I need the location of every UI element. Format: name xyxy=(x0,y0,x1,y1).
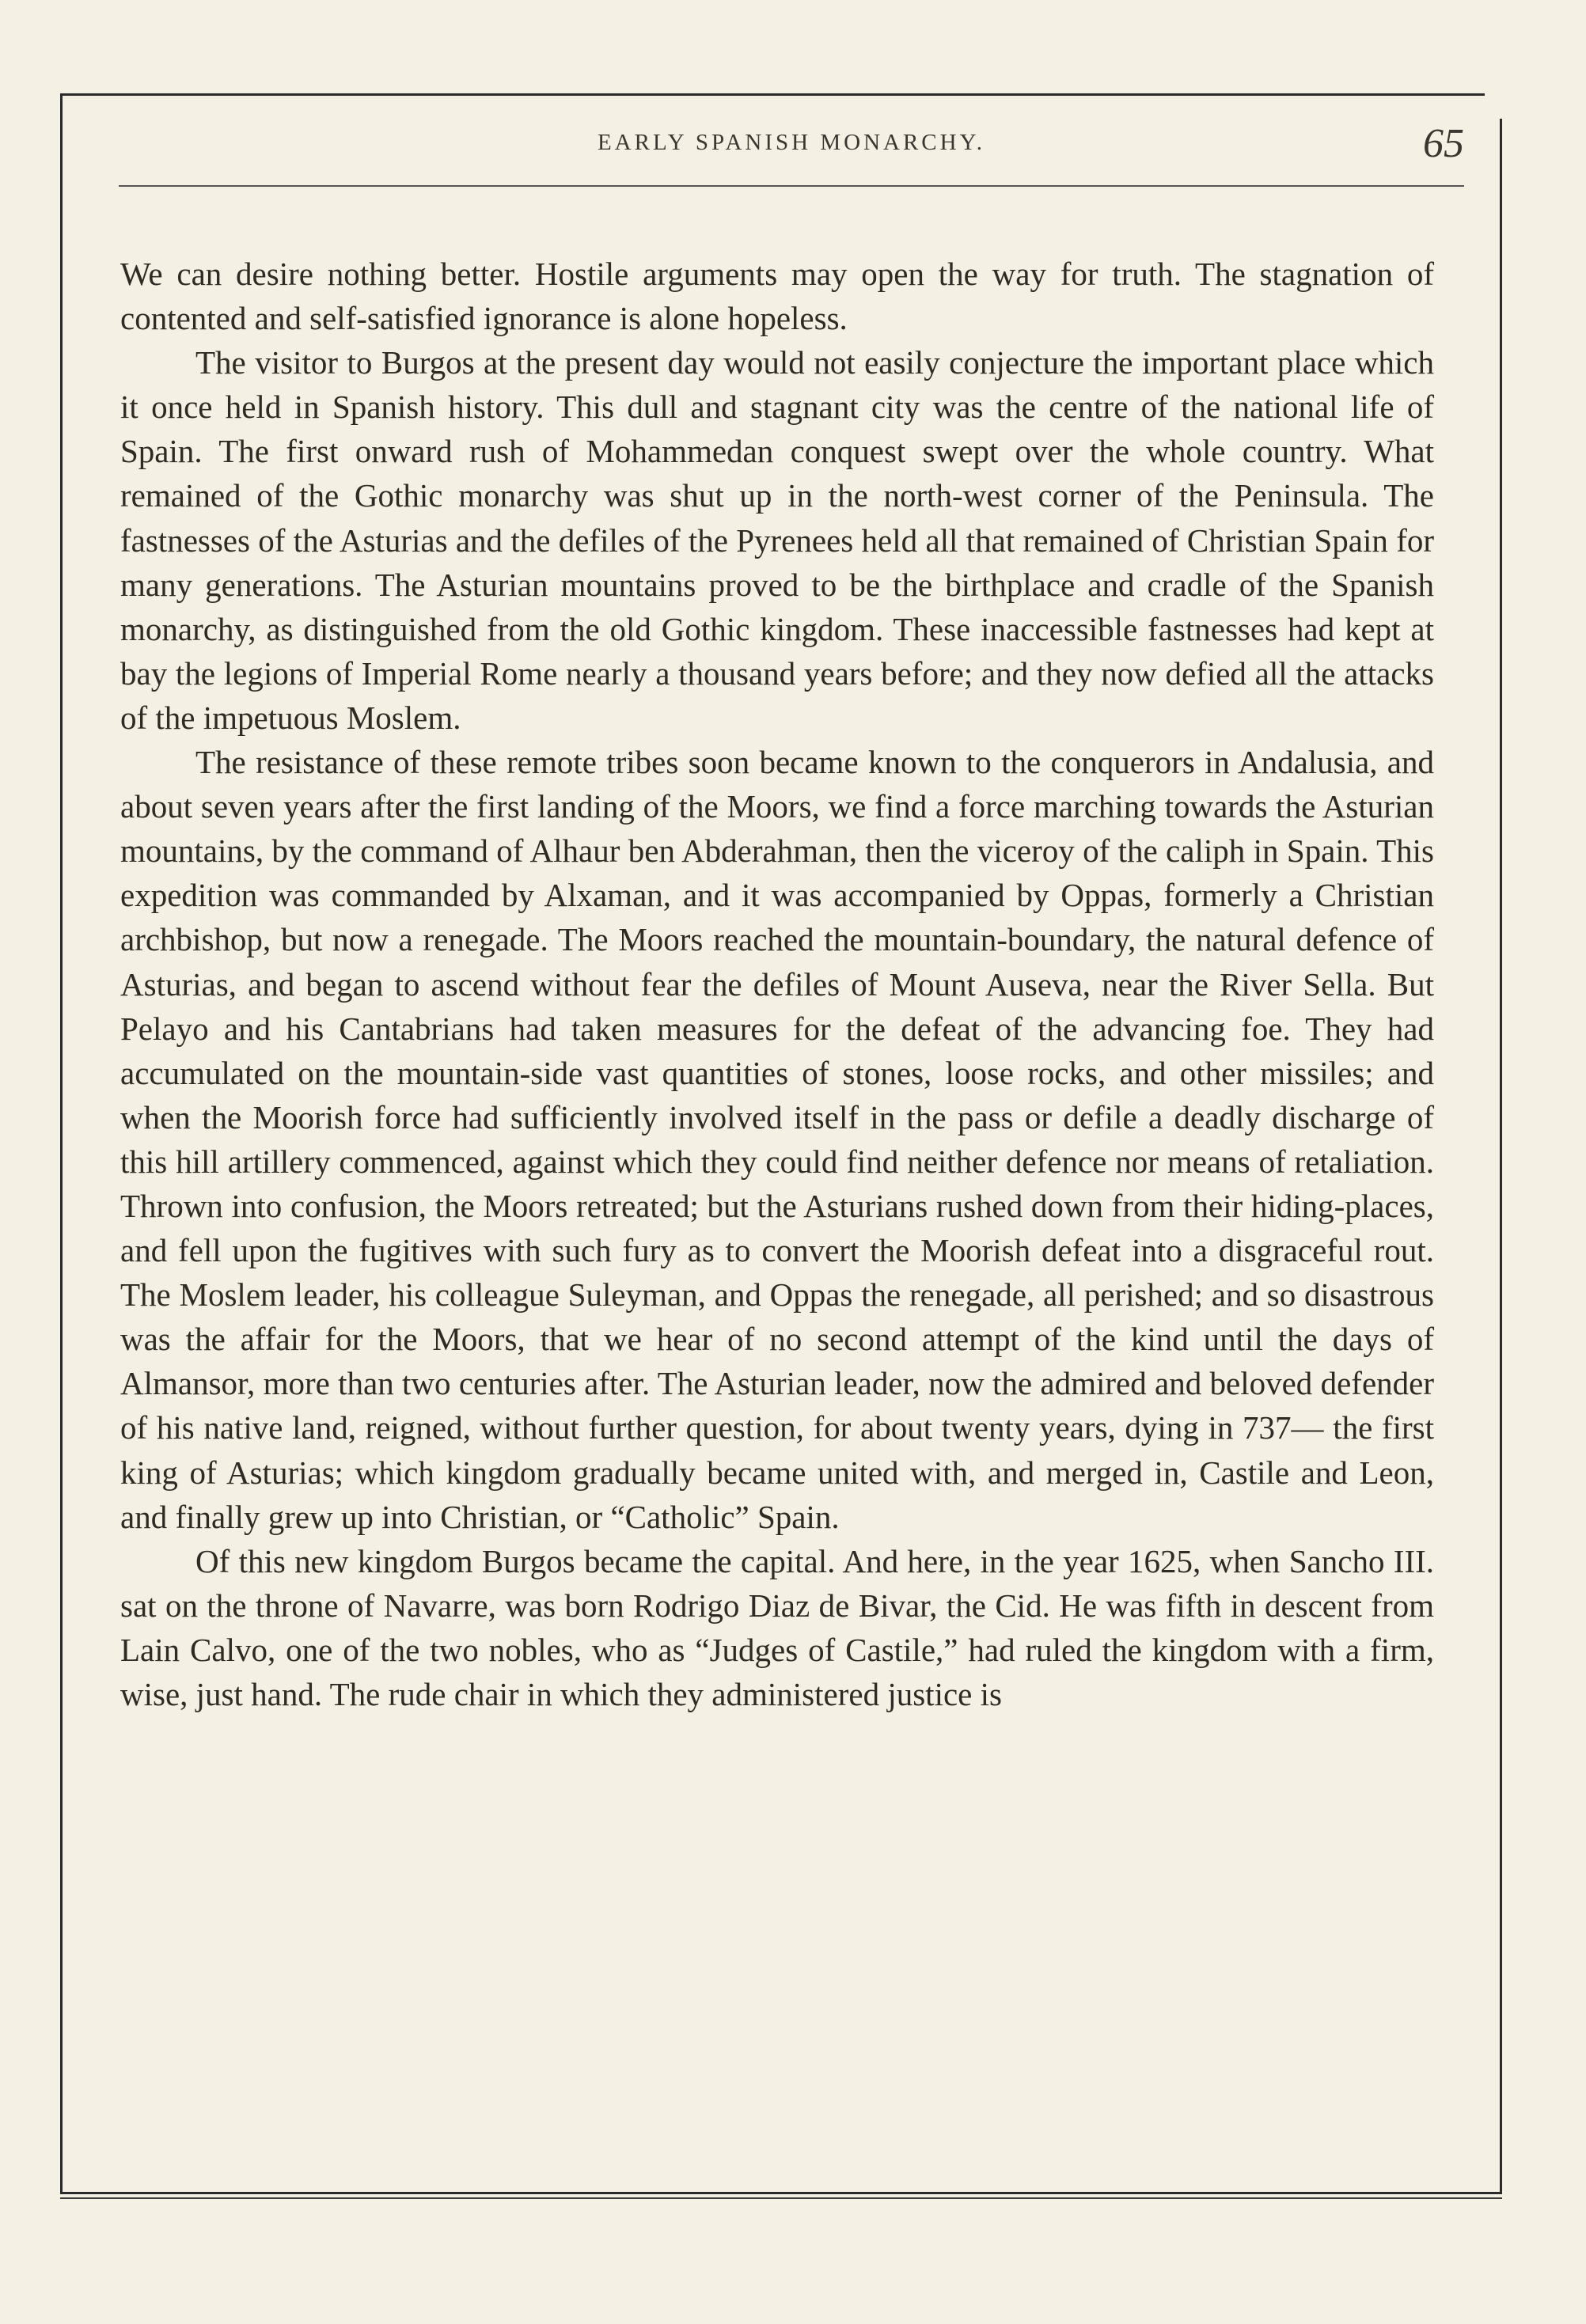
paragraph: The visitor to Burgos at the present day would not easily conjecture the important place which it once held in Spanish history. This dull and stagnant city was the centre of the national life of Spain. The first onward rush of Mohammedan conquest swept over the whole country. What remained of the Gothic monarchy was shut up in the north-west corner of the Peninsula. The fastnesses of the Asturias and the defiles of the Pyrenees held all that remained of Christian Spain for many generations. The Asturian mountains proved to be the birthplace and cradle of the Spanish monarchy, as distinguished from the old Gothic kingdom. These inaccessible fastnesses had kept at bay the legions of Imperial Rome nearly a thousand years before; and they now defied all the attacks of the impetuous Moslem. xyxy=(120,344,1434,736)
page-border-bottom-inner xyxy=(60,2197,1502,2199)
paragraph: The resistance of these remote tribes soon became known to the conquerors in Andalusia, and about seven years after the first landing of the Moors, we find a force marching towards the Asturian mountains, by the command of Alhaur ben Abderahman, then the viceroy of the caliph in Spain. This expedition was commanded by Alxaman, and it was accompanied by Oppas, formerly a Christian archbishop, but now a renegade. The Moors reached the mountain-boundary, the natural defence of Asturias, and began to ascend without fear the defiles of Mount Auseva, near the River Sella. But Pelayo and his Cantabrians had taken measures for the defeat of the advancing foe. They had accumulated on the mountain-side vast quantities of stones, loose rocks, and other missiles; and when the Moorish force had sufficiently involved itself in the pass or defile a deadly discharge of this hill artillery commenced, against which they could find neither defence nor means of retaliation. Thrown into confusion, the Moors retreated; but the Asturians rushed down from their hiding-places, and fell upon the fugitives with such fury as to convert the Moorish defeat into a disgraceful rout. The Moslem leader, his colleague Suleyman, and Oppas the renegade, all perished; and so disastrous was the affair for the Moors, that we hear of no second attempt of the kind until the days of Almansor, more than two centuries after. The Asturian leader, now the admired and beloved defender of his native land, reigned, without further question, for about twenty years, dying in 737— the first king of Asturias; which kingdom gradually became united with, and merged in, Castile and Leon, and finally grew up into Christian, or “Catholic” Spain. xyxy=(120,744,1434,1535)
page-border-bottom xyxy=(60,2192,1502,2194)
page-border-top xyxy=(60,93,1485,96)
running-head: EARLY SPANISH MONARCHY. xyxy=(597,130,986,155)
page-border-left xyxy=(60,93,63,2192)
paragraph: Of this new kingdom Burgos became the capital. And here, in the year 1625, when Sancho III. sat on the throne of Navarre, was born Rodrigo Diaz de Bivar, the Cid. He was fifth in descent from Lain Calvo, one of the two nobles, who as “Judges of Castile,” had ruled the kingdom with a firm, wise, just hand. The rude chair in which they administered justice is xyxy=(120,1542,1434,1712)
page-number: 65 xyxy=(1423,121,1464,166)
body-text xyxy=(120,252,1434,1716)
page-border-right xyxy=(1500,119,1502,2192)
header-rule xyxy=(119,185,1464,187)
paragraph: We can desire nothing better. Hostile arguments may open the way for truth. The stagnation of contented and self-satisfied ignorance is alone hopeless. xyxy=(120,256,1434,337)
page-header xyxy=(119,121,1464,172)
